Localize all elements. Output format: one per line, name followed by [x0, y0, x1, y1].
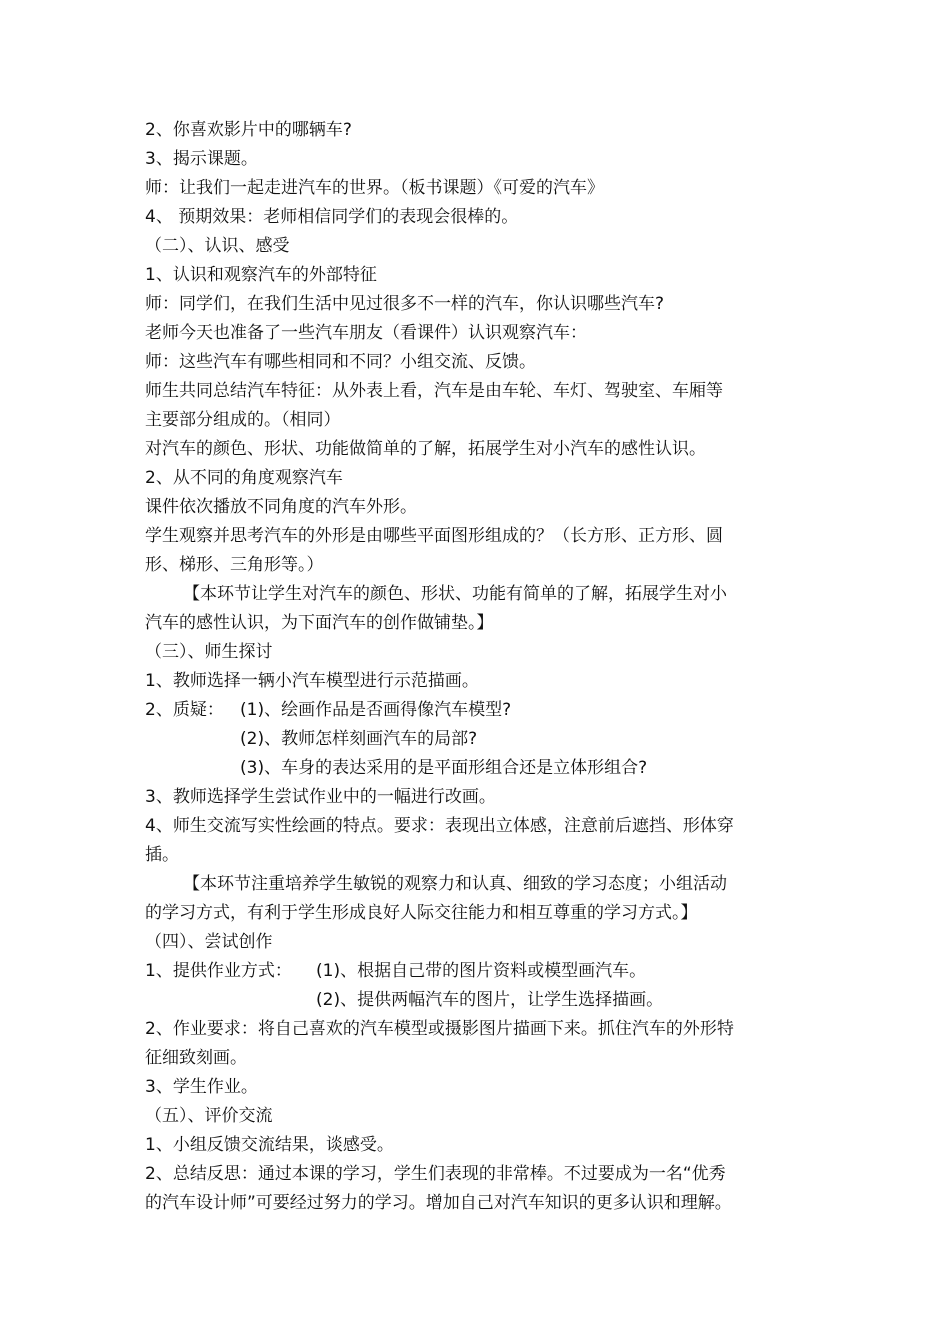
section-heading: （二）、认识、感受 [145, 236, 290, 256]
text-line: 征细致刻画。 [145, 1048, 247, 1068]
text-line: 师生共同总结汽车特征：从外表上看，汽车是由车轮、车灯、驾驶室、车厢等 [145, 381, 723, 401]
note-line: 【本环节让学生对汽车的颜色、形状、功能有简单的了解，拓展学生对小 [183, 584, 727, 604]
text-line: 师：这些汽车有哪些相同和不同？小组交流、反馈。 [145, 352, 536, 372]
text-line: 4、师生交流写实性绘画的特点。要求：表现出立体感，注意前后遮挡、形体穿 [145, 816, 734, 836]
text-line: 2、你喜欢影片中的哪辆车? [145, 120, 352, 140]
text-line: 师：同学们，在我们生活中见过很多不一样的汽车，你认识哪些汽车? [145, 294, 665, 314]
text-line: 2、总结反思：通过本课的学习，学生们表现的非常棒。不过要成为一名“优秀 [145, 1164, 726, 1184]
option-item: (1)、根据自己带的图片资料或模型画汽车。 [316, 961, 647, 981]
text-line: 主要部分组成的。（相同） [145, 410, 341, 430]
text-line: 3、教师选择学生尝试作业中的一幅进行改画。 [145, 787, 496, 807]
text-line: 老师今天也准备了一些汽车朋友（看课件）认识观察汽车： [145, 323, 587, 343]
text-line: 插。 [145, 845, 179, 865]
text-line: 2、从不同的角度观察汽车 [145, 468, 343, 488]
text-line: 形、梯形、三角形等。） [145, 555, 324, 575]
section-heading: （四）、尝试创作 [145, 932, 273, 952]
text-line: 2、质疑： [145, 700, 224, 720]
text-line: 的汽车设计师”可要经过努力的学习。增加自己对汽车知识的更多认识和理解。 [145, 1193, 732, 1213]
section-heading: （三）、师生探讨 [145, 642, 273, 662]
text-line: 1、教师选择一辆小汽车模型进行示范描画。 [145, 671, 479, 691]
note-line: 的学习方式，有利于学生形成良好人际交往能力和相互尊重的学习方式。】 [145, 903, 698, 923]
text-line: 1、小组反馈交流结果，谈感受。 [145, 1135, 394, 1155]
option-item: (2)、提供两幅汽车的图片，让学生选择描画。 [316, 990, 664, 1010]
question-item: (3)、车身的表达采用的是平面形组合还是立体形组合? [240, 758, 648, 778]
note-line: 汽车的感性认识，为下面汽车的创作做铺垫。】 [145, 613, 494, 633]
text-line: 1、认识和观察汽车的外部特征 [145, 265, 377, 285]
text-line: 课件依次播放不同角度的汽车外形。 [145, 497, 417, 517]
section-heading: （五）、评价交流 [145, 1106, 273, 1126]
question-item: (1)、绘画作品是否画得像汽车模型? [240, 700, 512, 720]
question-item: (2)、教师怎样刻画汽车的局部? [240, 729, 478, 749]
text-line: 1、提供作业方式： [145, 961, 292, 981]
text-line: 3、揭示课题。 [145, 149, 258, 169]
text-line: 对汽车的颜色、形状、功能做简单的了解，拓展学生对小汽车的感性认识。 [145, 439, 706, 459]
text-line: 师：让我们一起走进汽车的世界。（板书课题）《可爱的汽车》 [145, 178, 604, 198]
text-line: 3、学生作业。 [145, 1077, 258, 1097]
text-line: 4、 预期效果：老师相信同学们的表现会很棒的。 [145, 207, 519, 227]
text-line: 2、作业要求：将自己喜欢的汽车模型或摄影图片描画下来。抓住汽车的外形特 [145, 1019, 734, 1039]
note-line: 【本环节注重培养学生敏锐的观察力和认真、细致的学习态度；小组活动 [183, 874, 727, 894]
text-line: 学生观察并思考汽车的外形是由哪些平面图形组成的？（长方形、正方形、圆 [145, 526, 723, 546]
